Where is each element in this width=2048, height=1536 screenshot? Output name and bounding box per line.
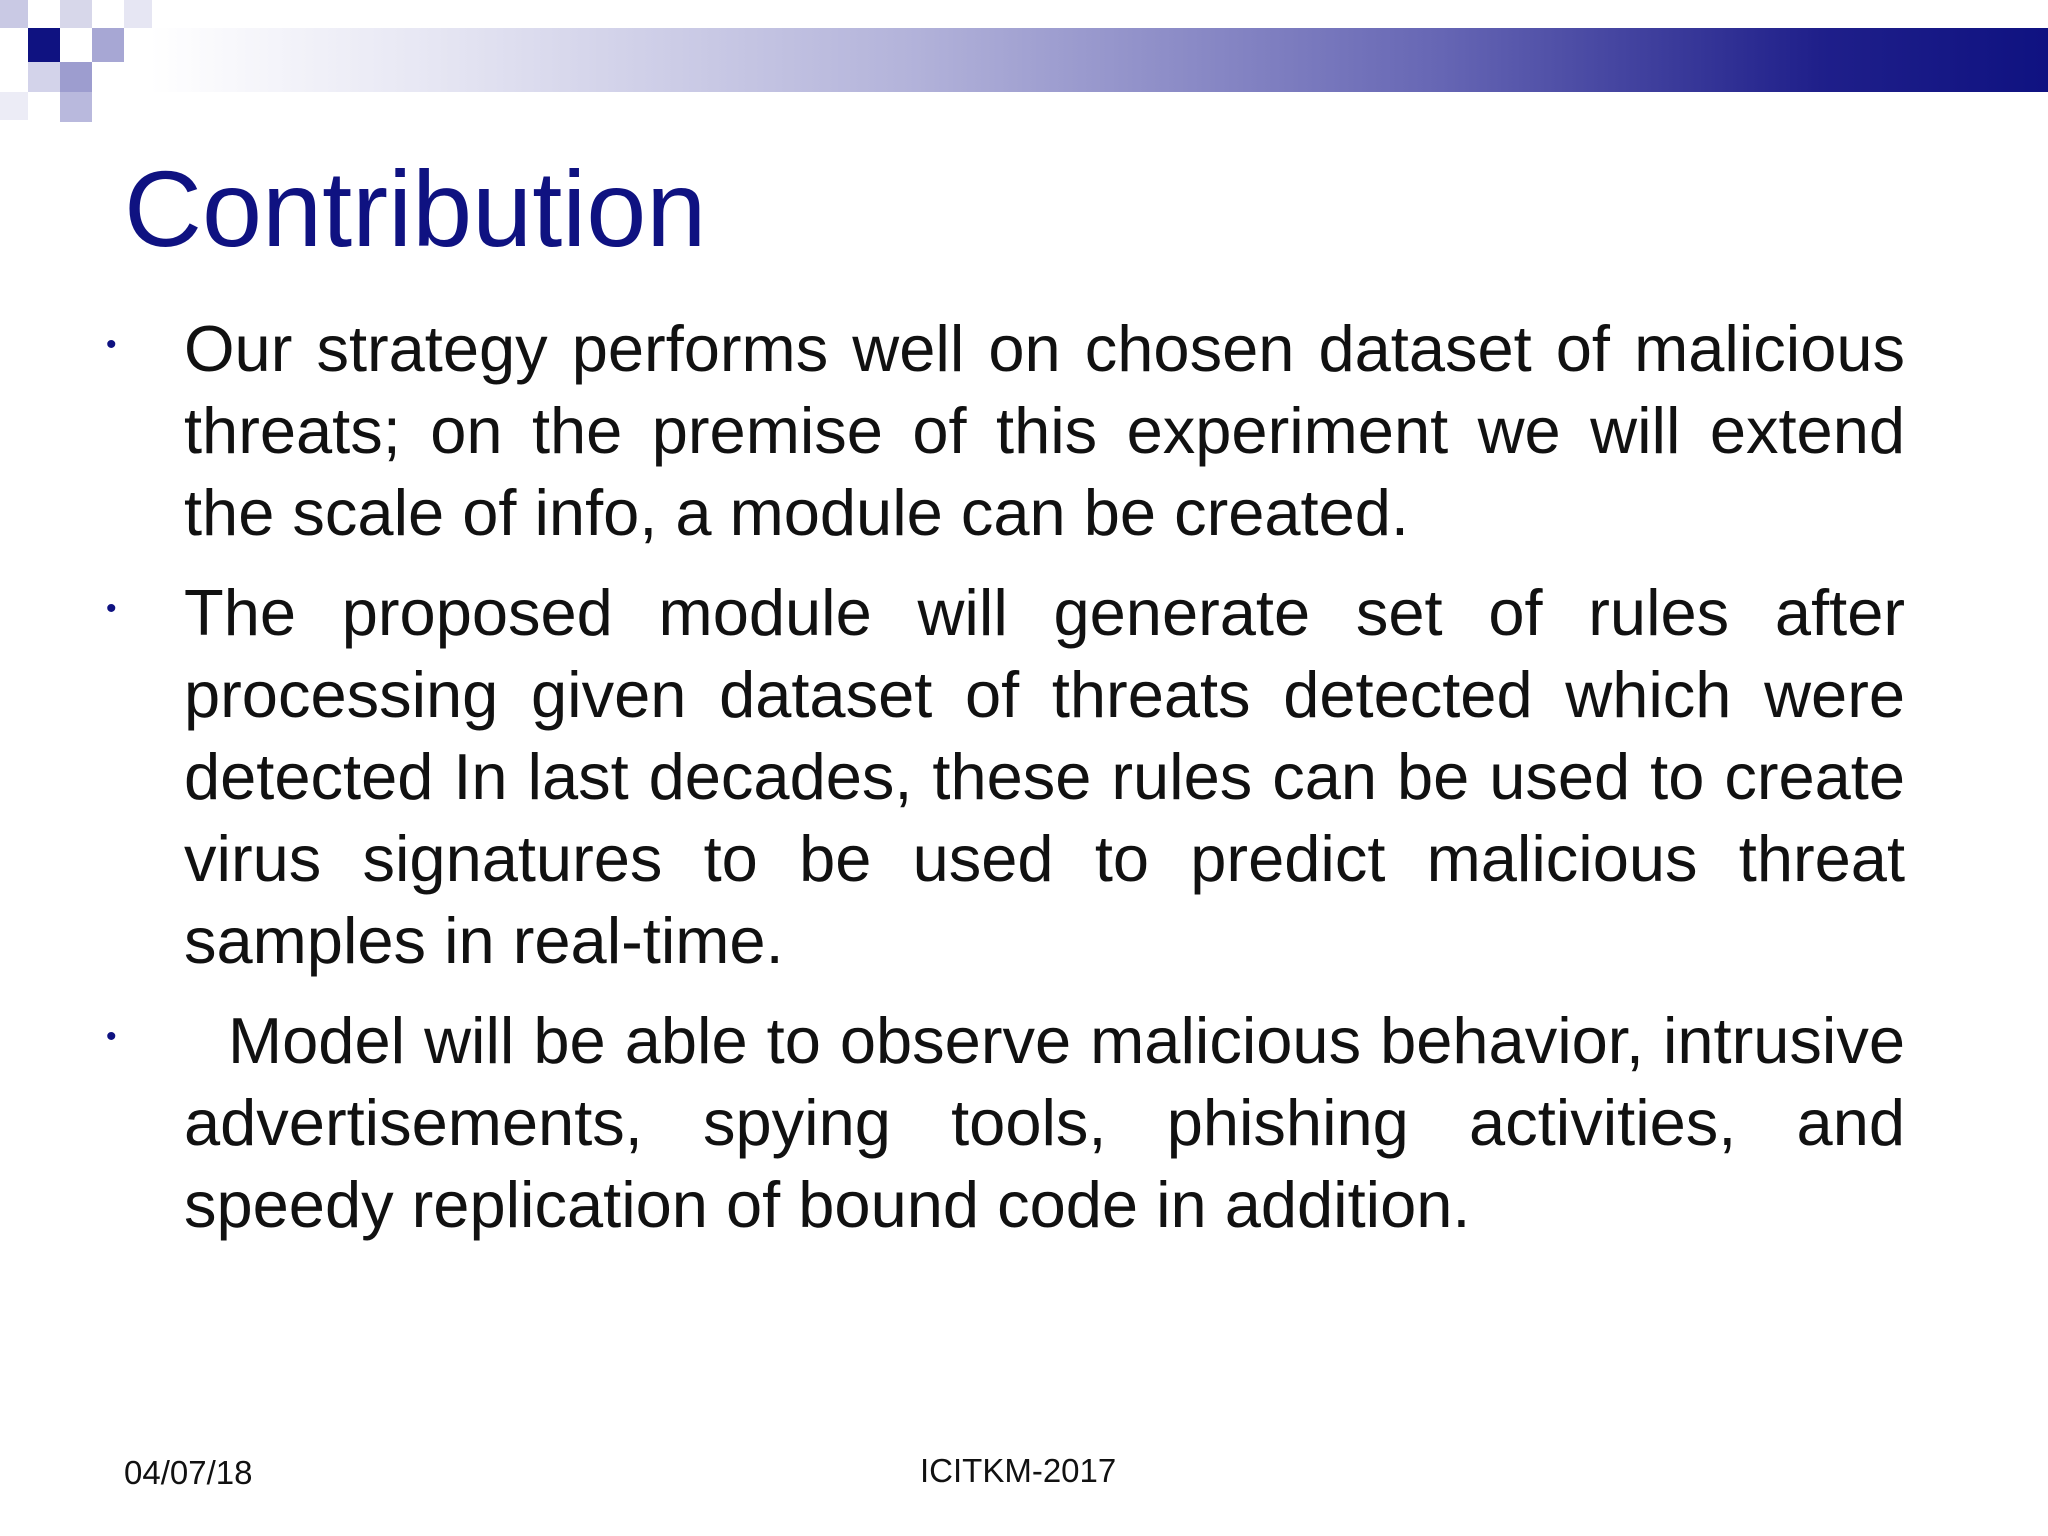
bullet-item bbox=[100, 1000, 1905, 1246]
slide-title: Contribution bbox=[124, 148, 707, 269]
bullet-text: The proposed module will generate set of rules after processing given dataset of threats detected which were detected In last decades, these rules can be used to create virus signatures to be used to predict malicious threat samples in real-time. bbox=[184, 576, 1905, 977]
bullet-text: Model will be able to observe malicious behavior, intrusive advertisements, spying tools, phishing activities, and speedy replication of bound code in addition. bbox=[184, 1004, 1905, 1241]
bullet-icon: • bbox=[106, 592, 117, 625]
bullet-list bbox=[100, 308, 1905, 1264]
decor-square bbox=[60, 62, 92, 92]
decor-square bbox=[60, 0, 92, 28]
bullet-item bbox=[100, 308, 1905, 554]
decor-square bbox=[60, 92, 92, 122]
decor-square bbox=[0, 92, 28, 120]
decor-square bbox=[92, 28, 124, 62]
bullet-icon: • bbox=[106, 328, 117, 361]
footer-date: 04/07/18 bbox=[124, 1454, 253, 1491]
decor-square bbox=[28, 28, 60, 62]
bullet-item bbox=[100, 572, 1905, 982]
decor-square bbox=[124, 0, 152, 28]
footer-conference: ICITKM-2017 bbox=[920, 1452, 1117, 1489]
bullet-icon: • bbox=[106, 1020, 117, 1053]
decor-square bbox=[0, 0, 28, 28]
bullet-text: Our strategy performs well on chosen dataset of malicious threats; on the premise of this experiment we will extend the scale of info, a module can be created. bbox=[184, 312, 1905, 549]
header-gradient-band bbox=[150, 28, 2048, 92]
decor-square bbox=[28, 62, 60, 92]
